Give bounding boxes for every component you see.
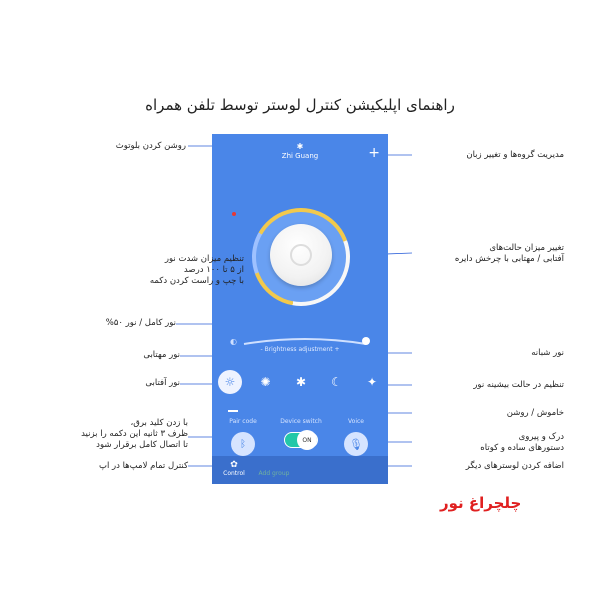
voice-button[interactable] <box>344 432 368 456</box>
dial-knob[interactable] <box>270 224 332 286</box>
slider-handle[interactable] <box>362 337 370 345</box>
note-brightness-line1: تنظیم میزان شدت نور <box>164 254 244 264</box>
note-full-half: نور کامل / نور ۵۰% <box>105 318 176 328</box>
device-switch-label: Device switch <box>280 418 322 425</box>
voice-label: Voice <box>348 418 364 425</box>
dial-ring <box>256 212 346 302</box>
note-pair-line1: با زدن کلید برق، <box>130 418 188 428</box>
switch-knob: ON <box>297 430 317 450</box>
control-icon: ✿ <box>230 460 238 470</box>
device-name: Zhi Guang <box>281 152 319 160</box>
brand-logo: چلچراغ نور <box>440 494 522 512</box>
tab-control[interactable] <box>214 460 254 477</box>
note-brightness-line3: با چپ و راست کردن دکمه <box>149 276 244 286</box>
note-brightness-line2: از ۵ تا ۱۰۰ درصد <box>183 265 244 275</box>
note-modes-change <box>414 243 564 265</box>
note-voice-line1: درک و پیروی <box>518 432 564 442</box>
note-night-light: نور شبانه <box>531 348 564 358</box>
note-on-off: خاموش / روشن <box>506 408 564 418</box>
note-pair <box>36 418 188 451</box>
page-title: راهنمای اپلیکیشن کنترل لوستر توسط تلفن همراه <box>145 96 455 114</box>
dial-indicator-dot <box>232 212 236 216</box>
moon-icon: ☾ <box>331 375 342 389</box>
note-control-all: کنترل تمام لامپ‌ها در اپ <box>98 461 188 471</box>
note-moon-light: نور مهتابی <box>143 350 180 360</box>
note-max-light: تنظیم در حالت بیشینه نور <box>473 380 564 390</box>
sparkle-icon: ✱ <box>295 375 307 389</box>
add-group-button[interactable]: + <box>368 145 380 161</box>
bulb-icon: ✦ <box>366 375 378 389</box>
mode-row <box>218 370 384 394</box>
device-switch-toggle[interactable] <box>284 432 318 448</box>
note-groups: مدیریت گروه‌ها و تغییر زبان <box>466 150 564 160</box>
sun-icon: ☼ <box>224 375 236 389</box>
brightness-slider[interactable] <box>242 340 368 344</box>
sun-mode-button[interactable] <box>218 370 242 394</box>
full-half-mode-button[interactable] <box>289 370 313 394</box>
moonlight-mode-button[interactable] <box>254 370 278 394</box>
tab-add-group-label: Add group <box>258 470 290 477</box>
note-sun-light: نور آفتابی <box>145 378 180 388</box>
dim-icon: ◐ <box>230 337 237 346</box>
bluetooth-icon[interactable]: ✱ <box>296 142 304 151</box>
note-brightness <box>84 254 244 287</box>
max-light-button[interactable] <box>360 370 384 394</box>
app-screen <box>212 134 388 484</box>
note-modes-line2: آفتابی / مهتابی با چرخش دایره <box>454 254 564 264</box>
note-pair-line2: ظرف ۳ ثانیه این دکمه را بزنید <box>81 429 188 439</box>
night-mode-button[interactable] <box>325 370 349 394</box>
tab-bar <box>212 456 388 484</box>
note-voice <box>414 432 564 454</box>
microphone-icon: 🎙 <box>349 437 363 451</box>
group-icon <box>254 460 294 470</box>
pair-code-label: Pair code <box>229 418 257 425</box>
tab-control-label: Control <box>223 470 245 477</box>
note-modes-line1: تغییر میزان حالت‌های <box>489 243 564 253</box>
note-voice-line2: دستورهای ساده و کوتاه <box>480 443 564 453</box>
page-indicator <box>228 410 238 412</box>
color-temperature-dial[interactable] <box>252 208 350 306</box>
brightness-label: - Brightness adjustment + <box>260 346 340 353</box>
tab-add-group[interactable] <box>254 460 294 477</box>
sun-small-icon: ✺ <box>260 375 271 389</box>
bluetooth-pair-icon: ᛒ <box>240 438 246 450</box>
dial-center <box>290 244 312 266</box>
pair-code-button[interactable] <box>231 432 255 456</box>
note-add-lamps: اضافه کردن لوسترهای دیگر <box>465 461 564 471</box>
note-pair-line3: تا اتصال کامل برقرار شود <box>96 440 188 450</box>
note-bluetooth: روشن کردن بلوتوث <box>115 141 186 151</box>
